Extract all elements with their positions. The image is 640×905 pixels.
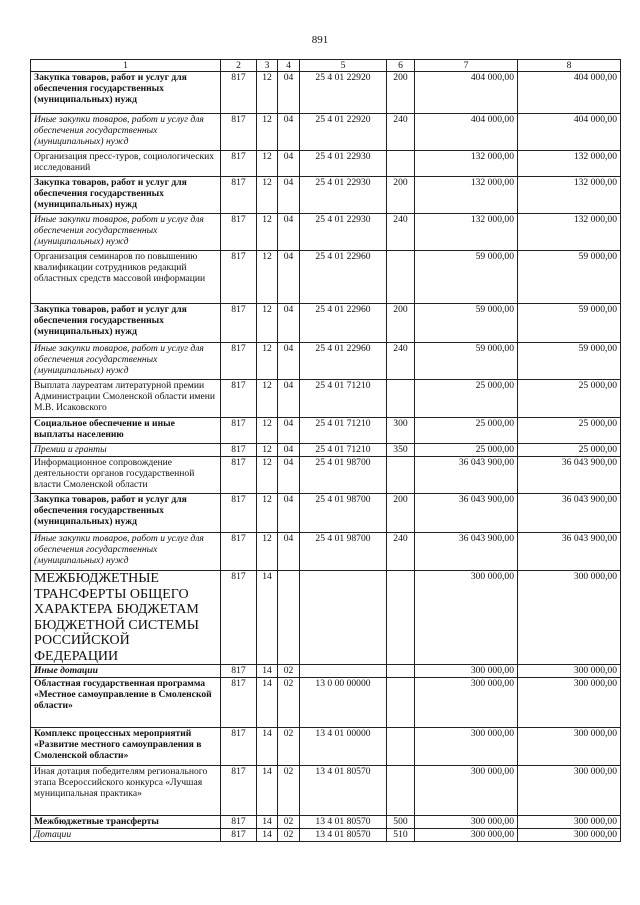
header-cell: 5	[300, 60, 387, 72]
expense-type-code	[387, 678, 415, 728]
amount-col-8: 300 000,00	[518, 665, 621, 678]
target-article-code: 25 4 01 22960	[300, 304, 387, 343]
column-number-header	[31, 60, 621, 72]
page-number: 891	[311, 34, 329, 46]
section-code: 12	[257, 251, 278, 304]
target-article-code: 25 4 01 98700	[300, 494, 387, 533]
table-row	[31, 151, 621, 177]
ministry-code: 817	[221, 418, 257, 444]
subsection-code: 02	[278, 678, 300, 728]
table-row	[31, 678, 621, 728]
amount-col-8: 300 000,00	[518, 678, 621, 728]
ministry-code: 817	[221, 766, 257, 816]
amount-col-7: 36 043 900,00	[415, 533, 518, 571]
table-row	[31, 418, 621, 444]
amount-col-7: 404 000,00	[415, 72, 518, 114]
amount-col-7: 59 000,00	[415, 343, 518, 380]
table-row	[31, 457, 621, 494]
subsection-code	[278, 571, 300, 665]
amount-col-8: 59 000,00	[518, 343, 621, 380]
header-cell: 2	[221, 60, 257, 72]
target-article-code	[300, 571, 387, 665]
section-code: 14	[257, 766, 278, 816]
amount-col-7: 132 000,00	[415, 177, 518, 214]
amount-col-7: 300 000,00	[415, 766, 518, 816]
amount-col-7: 132 000,00	[415, 214, 518, 251]
subsection-code: 04	[278, 151, 300, 177]
expense-type-code	[387, 665, 415, 678]
section-code: 12	[257, 444, 278, 457]
subsection-code: 04	[278, 304, 300, 343]
section-code: 12	[257, 214, 278, 251]
target-article-code: 25 4 01 98700	[300, 533, 387, 571]
amount-col-8: 300 000,00	[518, 728, 621, 766]
item-name: Информационное сопровождение деятельности органов государственной власти Смоленской области	[31, 457, 221, 494]
amount-col-8: 132 000,00	[518, 177, 621, 214]
target-article-code: 13 4 01 80570	[300, 816, 387, 829]
amount-col-8: 132 000,00	[518, 214, 621, 251]
target-article-code: 25 4 01 22920	[300, 72, 387, 114]
table-row	[31, 177, 621, 214]
table-row	[31, 304, 621, 343]
expense-type-code: 240	[387, 533, 415, 571]
expense-type-code	[387, 380, 415, 418]
subsection-code: 04	[278, 380, 300, 418]
expense-type-code: 200	[387, 72, 415, 114]
expense-type-code	[387, 457, 415, 494]
table-row	[31, 251, 621, 304]
item-name: Иные закупки товаров, работ и услуг для обеспечения государственных (муниципальных) нужд	[31, 114, 221, 151]
subsection-code: 04	[278, 494, 300, 533]
item-name: Иная дотация победителям регионального этапа Всероссийского конкурса «Лучшая муниципальная практика»	[31, 766, 221, 816]
item-name: Организация семинаров по повышению квалификации сотрудников редакций областных средств массовой информации	[31, 251, 221, 304]
item-name: Премии и гранты	[31, 444, 221, 457]
target-article-code: 25 4 01 22930	[300, 214, 387, 251]
amount-col-8: 36 043 900,00	[518, 457, 621, 494]
section-code: 12	[257, 177, 278, 214]
amount-col-8: 300 000,00	[518, 766, 621, 816]
ministry-code: 817	[221, 343, 257, 380]
table-row	[31, 816, 621, 829]
item-name: Иные дотации	[31, 665, 221, 678]
subsection-code: 04	[278, 214, 300, 251]
target-article-code: 25 4 01 22930	[300, 151, 387, 177]
expense-type-code: 240	[387, 214, 415, 251]
item-name: Областная государственная программа «Местное самоуправление в Смоленской области»	[31, 678, 221, 728]
section-code: 14	[257, 678, 278, 728]
section-code: 12	[257, 114, 278, 151]
amount-col-7: 300 000,00	[415, 678, 518, 728]
section-code: 12	[257, 457, 278, 494]
amount-col-7: 132 000,00	[415, 151, 518, 177]
subsection-code: 04	[278, 457, 300, 494]
item-name: Закупка товаров, работ и услуг для обеспечения государственных (муниципальных) нужд	[31, 72, 221, 114]
subsection-code: 04	[278, 251, 300, 304]
expense-type-code: 500	[387, 816, 415, 829]
ministry-code: 817	[221, 114, 257, 151]
table-row	[31, 766, 621, 816]
expense-type-code: 510	[387, 829, 415, 842]
amount-col-8: 300 000,00	[518, 829, 621, 842]
section-code: 12	[257, 72, 278, 114]
expense-type-code	[387, 571, 415, 665]
ministry-code: 817	[221, 829, 257, 842]
ministry-code: 817	[221, 177, 257, 214]
subsection-code: 04	[278, 444, 300, 457]
header-cell: 8	[518, 60, 621, 72]
item-name: Социальное обеспечение и иные выплаты населению	[31, 418, 221, 444]
table-row	[31, 214, 621, 251]
item-name: Иные закупки товаров, работ и услуг для обеспечения государственных (муниципальных) нужд	[31, 214, 221, 251]
amount-col-7: 59 000,00	[415, 304, 518, 343]
ministry-code: 817	[221, 665, 257, 678]
amount-col-8: 25 000,00	[518, 444, 621, 457]
amount-col-8: 132 000,00	[518, 151, 621, 177]
expense-type-code: 300	[387, 418, 415, 444]
expense-type-code: 240	[387, 343, 415, 380]
target-article-code: 25 4 01 71210	[300, 380, 387, 418]
header-cell: 6	[387, 60, 415, 72]
ministry-code: 817	[221, 816, 257, 829]
amount-col-7: 59 000,00	[415, 251, 518, 304]
amount-col-8: 300 000,00	[518, 816, 621, 829]
expense-type-code: 240	[387, 114, 415, 151]
table-row	[31, 571, 621, 665]
amount-col-8: 59 000,00	[518, 304, 621, 343]
ministry-code: 817	[221, 678, 257, 728]
budget-table	[30, 59, 621, 842]
section-code: 14	[257, 665, 278, 678]
ministry-code: 817	[221, 728, 257, 766]
amount-col-8: 25 000,00	[518, 380, 621, 418]
item-name: Закупка товаров, работ и услуг для обеспечения государственных (муниципальных) нужд	[31, 494, 221, 533]
table-row	[31, 114, 621, 151]
subsection-code: 02	[278, 728, 300, 766]
target-article-code: 25 4 01 22960	[300, 251, 387, 304]
subsection-code: 02	[278, 665, 300, 678]
section-code: 14	[257, 829, 278, 842]
amount-col-7: 300 000,00	[415, 665, 518, 678]
subsection-code: 04	[278, 343, 300, 380]
subsection-code: 04	[278, 177, 300, 214]
subsection-code: 04	[278, 114, 300, 151]
amount-col-8: 36 043 900,00	[518, 494, 621, 533]
header-cell: 3	[257, 60, 278, 72]
expense-type-code: 350	[387, 444, 415, 457]
amount-col-8: 404 000,00	[518, 114, 621, 151]
subsection-code: 04	[278, 533, 300, 571]
expense-type-code	[387, 251, 415, 304]
amount-col-7: 300 000,00	[415, 571, 518, 665]
amount-col-7: 404 000,00	[415, 114, 518, 151]
target-article-code: 25 4 01 98700	[300, 457, 387, 494]
table-row	[31, 665, 621, 678]
target-article-code: 13 0 00 00000	[300, 678, 387, 728]
item-name: Дотации	[31, 829, 221, 842]
target-article-code: 25 4 01 22930	[300, 177, 387, 214]
ministry-code: 817	[221, 214, 257, 251]
amount-col-8: 300 000,00	[518, 571, 621, 665]
item-name: Комплекс процессных мероприятий «Развитие местного самоуправления в Смоленской области»	[31, 728, 221, 766]
target-article-code: 25 4 01 22960	[300, 343, 387, 380]
target-article-code: 13 4 01 80570	[300, 766, 387, 816]
ministry-code: 817	[221, 571, 257, 665]
table-row	[31, 72, 621, 114]
amount-col-7: 36 043 900,00	[415, 494, 518, 533]
amount-col-7: 36 043 900,00	[415, 457, 518, 494]
ministry-code: 817	[221, 380, 257, 418]
ministry-code: 817	[221, 304, 257, 343]
amount-col-8: 25 000,00	[518, 418, 621, 444]
target-article-code: 25 4 01 71210	[300, 418, 387, 444]
section-code: 12	[257, 380, 278, 418]
table-row	[31, 494, 621, 533]
expense-type-code	[387, 151, 415, 177]
amount-col-8: 59 000,00	[518, 251, 621, 304]
amount-col-7: 300 000,00	[415, 816, 518, 829]
item-name: Иные закупки товаров, работ и услуг для обеспечения государственных (муниципальных) нужд	[31, 343, 221, 380]
item-name: Межбюджетные трансферты	[31, 816, 221, 829]
target-article-code: 13 4 01 00000	[300, 728, 387, 766]
section-code: 12	[257, 533, 278, 571]
expense-type-code: 200	[387, 177, 415, 214]
expense-type-code	[387, 766, 415, 816]
ministry-code: 817	[221, 457, 257, 494]
table-row	[31, 728, 621, 766]
item-name: Выплата лауреатам литературной премии Администрации Смоленской области имени М.В. Исаковского	[31, 380, 221, 418]
target-article-code: 25 4 01 22920	[300, 114, 387, 151]
section-code: 12	[257, 343, 278, 380]
expense-type-code: 200	[387, 304, 415, 343]
ministry-code: 817	[221, 444, 257, 457]
amount-col-7: 300 000,00	[415, 728, 518, 766]
amount-col-7: 300 000,00	[415, 829, 518, 842]
amount-col-7: 25 000,00	[415, 444, 518, 457]
target-article-code: 13 4 01 80570	[300, 829, 387, 842]
table-row	[31, 444, 621, 457]
subsection-code: 02	[278, 829, 300, 842]
section-code: 12	[257, 494, 278, 533]
subsection-code: 04	[278, 418, 300, 444]
target-article-code: 25 4 01 71210	[300, 444, 387, 457]
target-article-code	[300, 665, 387, 678]
section-code: 12	[257, 151, 278, 177]
subsection-code: 02	[278, 816, 300, 829]
section-code: 12	[257, 418, 278, 444]
table-row	[31, 533, 621, 571]
ministry-code: 817	[221, 251, 257, 304]
amount-col-8: 404 000,00	[518, 72, 621, 114]
expense-type-code: 200	[387, 494, 415, 533]
amount-col-7: 25 000,00	[415, 380, 518, 418]
section-code: 14	[257, 728, 278, 766]
header-cell: 4	[278, 60, 300, 72]
expense-type-code	[387, 728, 415, 766]
section-code: 14	[257, 816, 278, 829]
item-name: Закупка товаров, работ и услуг для обеспечения государственных (муниципальных) нужд	[31, 304, 221, 343]
ministry-code: 817	[221, 72, 257, 114]
item-name: Иные закупки товаров, работ и услуг для обеспечения государственных (муниципальных) нужд	[31, 533, 221, 571]
header-cell: 1	[31, 60, 221, 72]
amount-col-8: 36 043 900,00	[518, 533, 621, 571]
table-row	[31, 343, 621, 380]
ministry-code: 817	[221, 151, 257, 177]
section-code: 12	[257, 304, 278, 343]
table-row	[31, 380, 621, 418]
amount-col-7: 25 000,00	[415, 418, 518, 444]
item-name: Организация пресс-туров, социологических исследований	[31, 151, 221, 177]
ministry-code: 817	[221, 494, 257, 533]
header-cell: 7	[415, 60, 518, 72]
item-name: Закупка товаров, работ и услуг для обеспечения государственных (муниципальных) нужд	[31, 177, 221, 214]
table-row	[31, 829, 621, 842]
section-code: 14	[257, 571, 278, 665]
subsection-code: 04	[278, 72, 300, 114]
subsection-code: 02	[278, 766, 300, 816]
ministry-code: 817	[221, 533, 257, 571]
item-name: МЕЖБЮДЖЕТНЫЕ ТРАНСФЕРТЫ ОБЩЕГО ХАРАКТЕРА БЮДЖЕТАМ БЮДЖЕТНОЙ СИСТЕМЫ РОССИЙСКОЙ ФЕДЕРАЦИИ	[31, 571, 221, 665]
